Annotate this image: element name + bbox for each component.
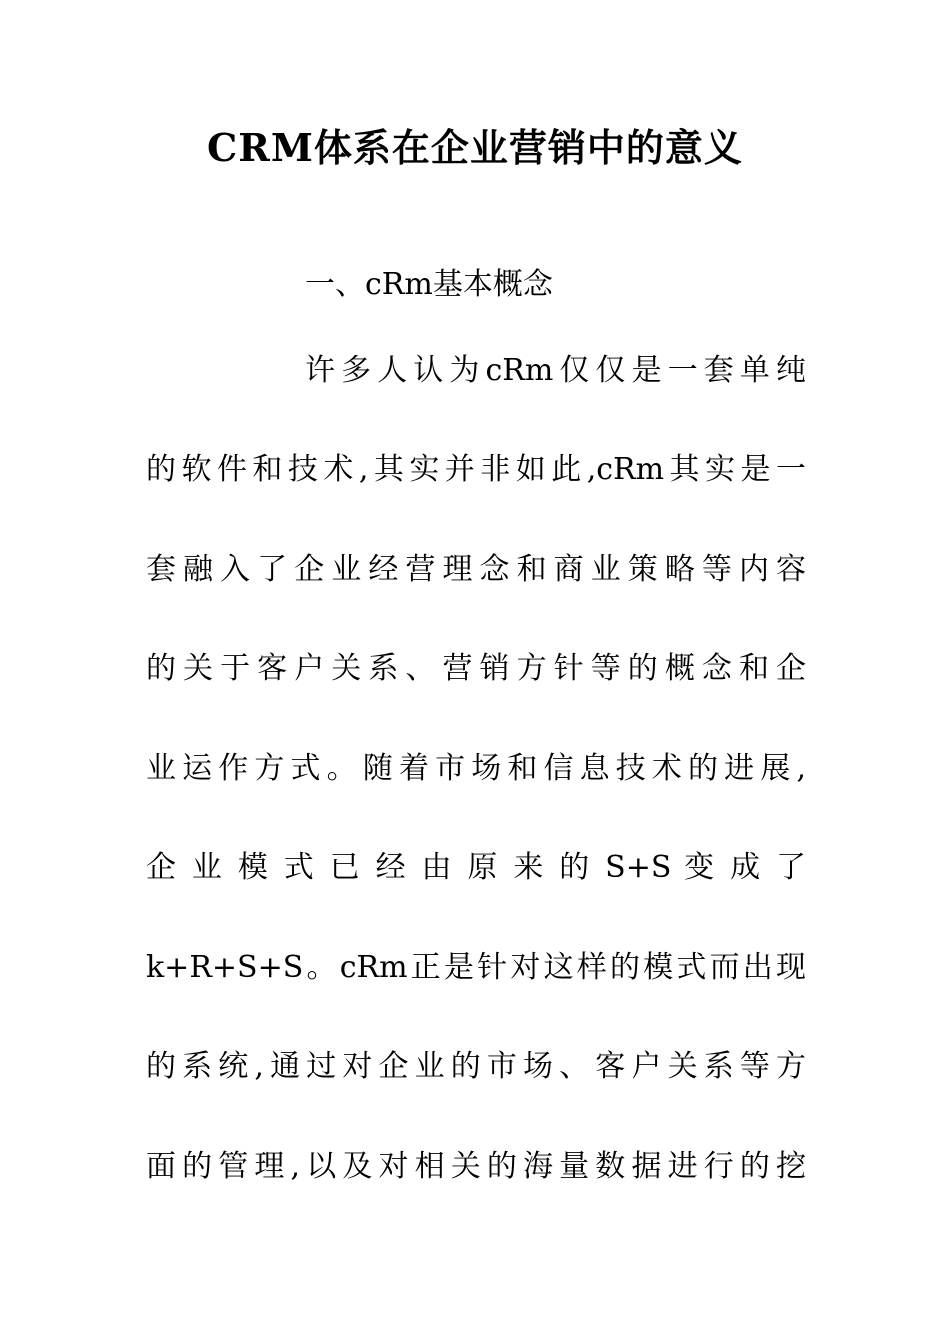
paragraph-line: 套融入了企业经营理念和商业策略等内容 [146, 552, 806, 587]
paragraph-line: 面的管理,以及对相关的海量数据进行的挖 [146, 1149, 806, 1184]
paragraph-line: k+R+S+S。cRm正是针对这样的模式而出现 [146, 950, 806, 985]
document-title: CRM体系在企业营销中的意义 [207, 125, 743, 170]
paragraph-line: 的软件和技术,其实并非如此,cRm其实是一 [146, 452, 806, 487]
section-heading: 一、cRm基本概念 [305, 267, 553, 302]
paragraph-line: 业运作方式。随着市场和信息技术的进展, [146, 751, 806, 786]
paragraph-line: 企 业 模 式 已 经 由 原 来 的 S+S 变 成 了 [146, 850, 806, 885]
paragraph-line: 许多人认为cRm仅仅是一套单纯 [305, 353, 806, 388]
paragraph-line: 的系统,通过对企业的市场、客户关系等方 [146, 1049, 806, 1084]
paragraph-line: 的关于客户关系、营销方针等的概念和企 [146, 651, 806, 686]
